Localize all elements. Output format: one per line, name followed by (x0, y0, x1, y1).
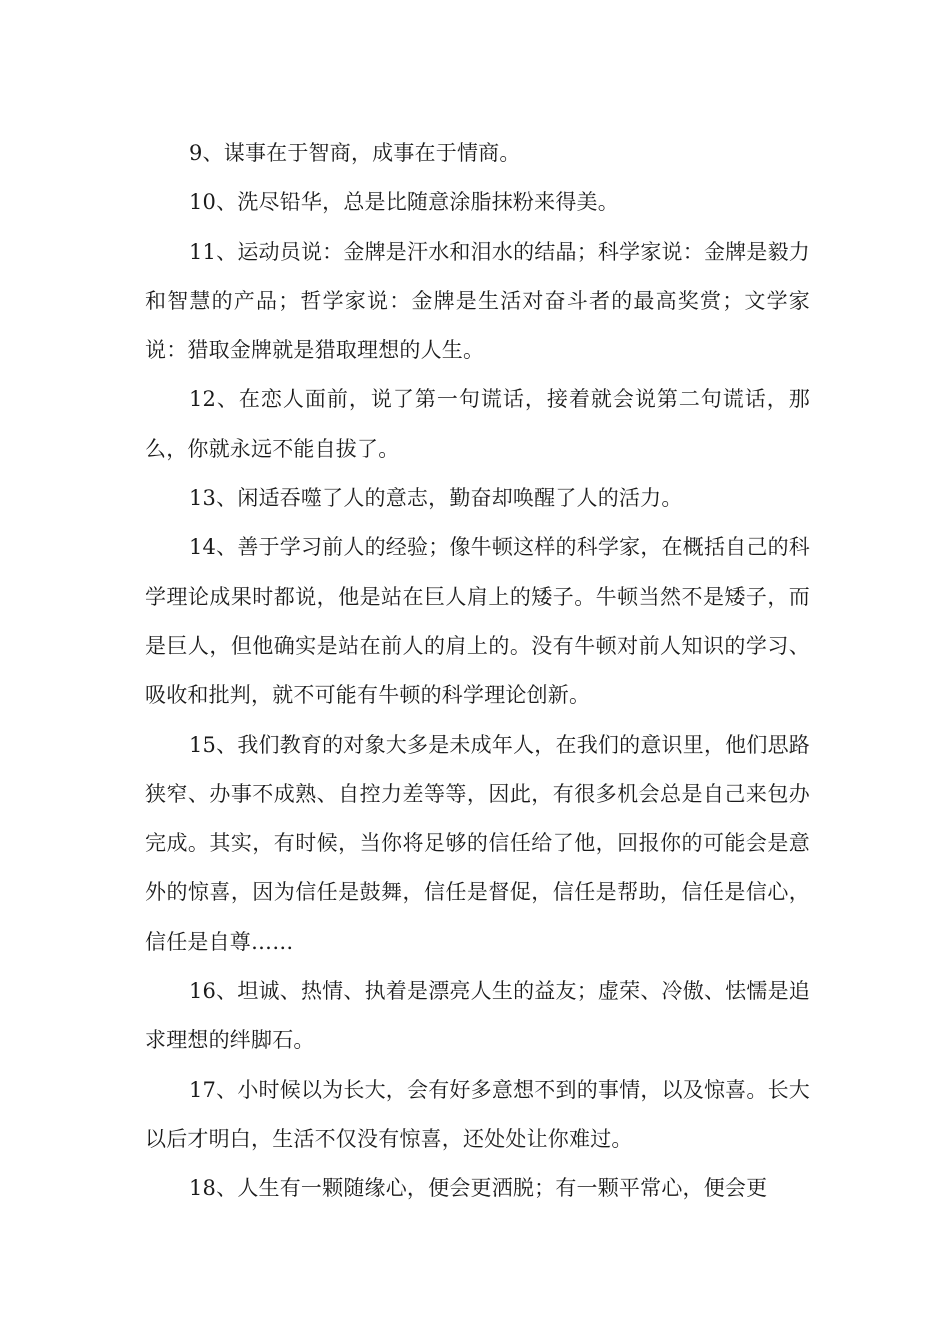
paragraph-11: 11、运动员说：金牌是汗水和泪水的结晶；科学家说：金牌是毅力和智慧的产品；哲学家说：金牌是生活对奋斗者的最高奖赏；文学家说：猎取金牌就是猎取理想的人生。 (145, 239, 810, 363)
document-body (145, 129, 810, 1214)
paragraph-9: 9、谋事在于智商，成事在于情商。 (189, 141, 521, 165)
paragraph-14: 14、善于学习前人的经验；像牛顿这样的科学家，在概括自己的科学理论成果时都说，他是站在巨人肩上的矮子。牛顿当然不是矮子，而是巨人，但他确实是站在前人的肩上的。没有牛顿对前人知识的学习、吸收和批判，就不可能有牛顿的科学理论创新。 (145, 535, 810, 708)
paragraph-17: 17、小时候以为长大，会有好多意想不到的事情，以及惊喜。长大以后才明白，生活不仅没有惊喜，还处处让你难过。 (145, 1077, 810, 1151)
paragraph-10: 10、洗尽铅华，总是比随意涂脂抹粉来得美。 (189, 190, 619, 215)
paragraph-18: 18、人生有一颗随缘心，便会更洒脱；有一颗平常心，便会更 (189, 1176, 768, 1201)
paragraph-15: 15、我们教育的对象大多是未成年人，在我们的意识里，他们思路狭窄、办事不成熟、自控力差等等，因此，有很多机会总是自己来包办完成。其实，有时候，当你将足够的信任给了他，回报你的可能会是意外的惊喜，因为信任是鼓舞，信任是督促，信任是帮助，信任是信心，信任是自尊…… (145, 732, 810, 954)
paragraph-12: 12、在恋人面前，说了第一句谎话，接着就会说第二句谎话，那么，你就永远不能自拔了。 (145, 387, 810, 461)
paragraph-16: 16、坦诚、热情、执着是漂亮人生的益友；虚荣、冷傲、怯懦是追求理想的绊脚石。 (145, 979, 810, 1053)
paragraph-13: 13、闲适吞噬了人的意志，勤奋却唤醒了人的活力。 (189, 486, 683, 511)
